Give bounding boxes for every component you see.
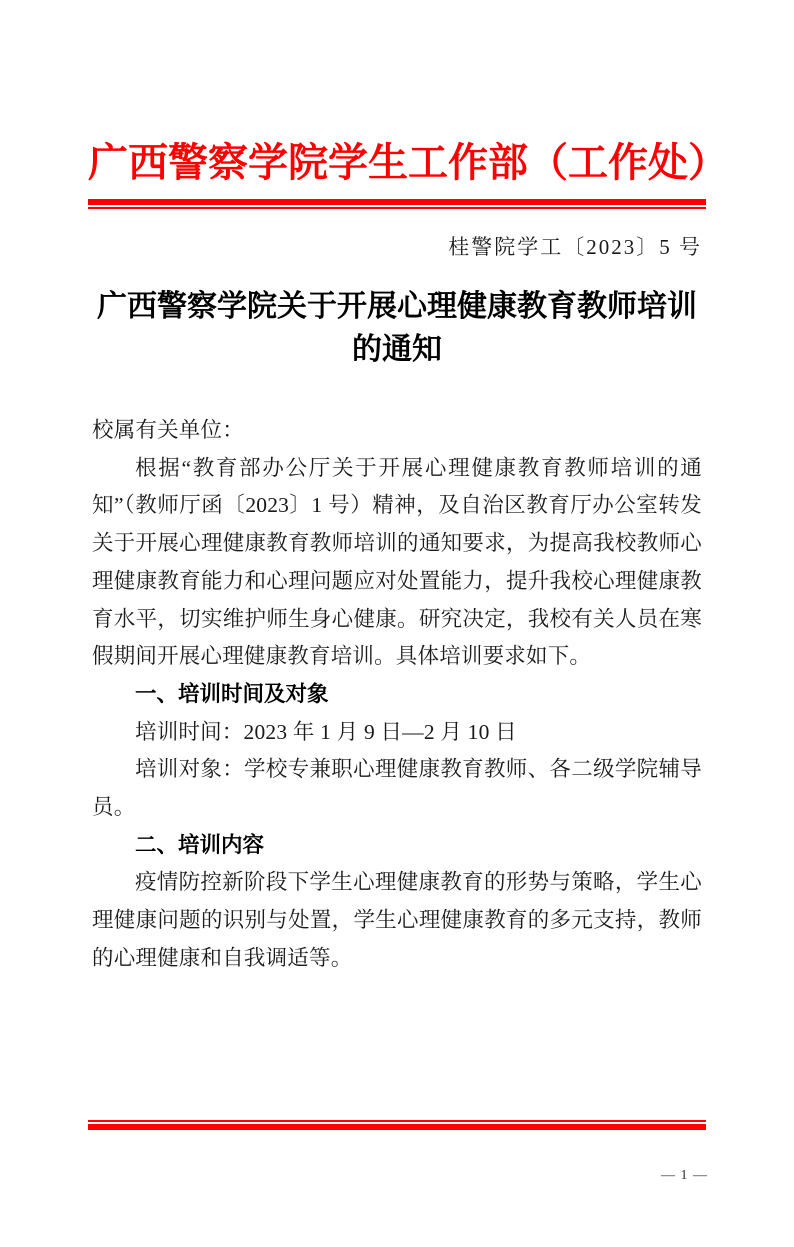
- footer-red-divider: [88, 1120, 706, 1130]
- section-2-paragraph-training-content: 疫情防控新阶段下学生心理健康教育的形势与策略，学生心理健康问题的识别与处置，学生心理健康教育的多元支持，教师的心理健康和自我调适等。: [92, 870, 702, 970]
- document-body: [92, 412, 702, 978]
- document-title: 广西警察学院关于开展心理健康教育教师培训的通知: [97, 290, 697, 366]
- red-header-masthead-title: 广西警察学院学生工作部（工作处）: [88, 140, 728, 185]
- section-1-heading: 一、培训时间及对象: [135, 681, 329, 706]
- salutation-line: 校属有关单位：: [92, 418, 244, 442]
- section-1-paragraph-training-time: 培训时间：2023 年 1 月 9 日—2 月 10 日: [135, 719, 517, 744]
- page-number: — 1 —: [661, 1168, 708, 1183]
- section-1-paragraph-training-audience: 培训对象：学校专兼职心理健康教育教师、各二级学院辅导员。: [92, 757, 702, 820]
- document-page: [0, 140, 794, 1247]
- section-2-heading: 二、培训内容: [135, 832, 265, 857]
- document-content: [88, 140, 728, 978]
- footer-divider-thick-bar: [88, 1124, 706, 1130]
- header-divider-thin-rule: [88, 207, 706, 209]
- header-red-divider: [88, 199, 706, 209]
- intro-paragraph: 根据“教育部办公厅关于开展心理健康教育教师培训的通知”（教师厅函〔2023〕1 号）精神，及自治区教育厅办公室转发关于开展心理健康教育教师培训的通知要求，为提高我校教师心理健康教育能力和心理问题应对处置能力，提升我校心理健康教育水平，切实维护师生身心健康。研究决定，我校有关人员在寒假期间开展心理健康教育培训。具体培训要求如下。: [92, 455, 702, 669]
- document-reference-number: 桂警院学工〔2023〕5 号: [448, 235, 702, 259]
